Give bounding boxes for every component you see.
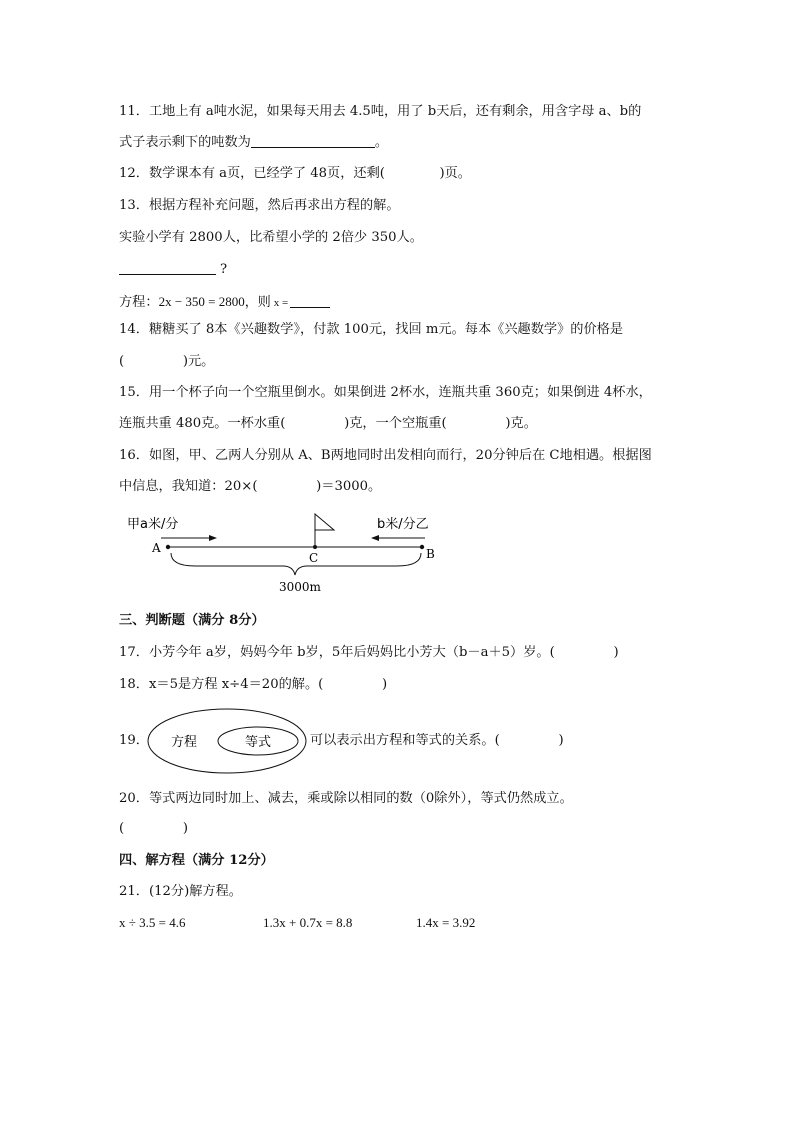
q13-equation-line: 方程：2x − 350 = 2800，则 x = <box>119 292 330 313</box>
q15-line1: 15．用一个杯子向一个空瓶里倒水。如果倒进 2杯水，连瓶共重 360克；如果倒进 4杯水， <box>119 385 652 400</box>
inner-label: 等式 <box>245 735 272 750</box>
q17-text: 17．小芳今年 a岁，妈妈今年 b岁，5年后妈妈比小芳大（b－a＋5）岁。( ) <box>119 645 619 660</box>
point-b-dot <box>420 545 424 549</box>
point-c-label: C <box>309 551 319 565</box>
q13-line1: 13．根据方程补充问题，然后再求出方程的解。 <box>119 198 400 213</box>
section4-title: 四、解方程（满分 12分） <box>119 853 274 868</box>
q11-line1: 11．工地上有 a吨水泥，如果每天用去 4.5吨，用了 b天后，还有剩余，用含字母 a、b的 <box>119 104 642 119</box>
section3-title: 三、判断题（满分 8分） <box>119 613 265 628</box>
q19-number: 19． <box>119 733 149 748</box>
q14-line2: ( )元。 <box>119 354 215 369</box>
point-a-label: A <box>152 541 161 555</box>
q13-question-line: ? <box>119 260 227 280</box>
point-a-dot <box>166 545 170 549</box>
q13-x-blank[interactable] <box>290 293 330 308</box>
q21-eq1: x ÷ 3.5 = 4.6 <box>119 915 186 930</box>
q11-line2: 式子表示剩下的吨数为 。 <box>119 135 389 150</box>
q20-line2: ( ) <box>119 821 188 836</box>
q16-line1: 16．如图，甲、乙两人分别从 A、B两地同时出发相向而行，20分钟后在 C地相遇。根据图 <box>119 448 652 463</box>
q19-text: 可以表示出方程和等式的关系。( ) <box>310 733 564 748</box>
q13-question-blank[interactable] <box>119 260 216 275</box>
diagram-left-label: 甲a米/分 <box>127 517 179 532</box>
distance-label: 3000m <box>279 580 321 594</box>
outer-label: 方程 <box>171 735 198 750</box>
q16-diagram <box>115 508 445 600</box>
q16-line2: 中信息，我知道：20×( )＝3000。 <box>119 479 382 494</box>
q21-eq2: 1.3x + 0.7x = 8.8 <box>263 915 353 930</box>
q19-venn-diagram <box>146 707 308 775</box>
q14-line1: 14．糖糖买了 8本《兴趣数学》，付款 100元，找回 m元。每本《兴趣数学》的价格是 <box>119 322 624 337</box>
q21-eq3: 1.4x = 3.92 <box>416 915 476 930</box>
q11-answer-blank[interactable] <box>251 133 375 148</box>
q12-text: 12．数学课本有 a页，已经学了 48页，还剩( )页。 <box>119 166 471 181</box>
flag-icon <box>315 514 334 530</box>
q13-line2: 实验小学有 2800人，比希望小学的 2倍少 350人。 <box>119 230 423 245</box>
diagram-right-label: b米/分乙 <box>377 517 429 532</box>
distance-brace <box>171 553 421 575</box>
q20-line1: 20．等式两边同时加上、减去，乘或除以相同的数（0除外），等式仍然成立。 <box>119 791 573 806</box>
left-arrow-head <box>209 535 217 541</box>
q18-text: 18．x＝5是方程 x÷4＝20的解。( ) <box>119 677 388 692</box>
q15-line2: 连瓶共重 480克。一杯水重( )克，一个空瓶重( )克。 <box>119 416 537 431</box>
right-arrow-head <box>371 535 379 541</box>
point-b-label: B <box>426 547 435 561</box>
q21-text: 21．(12分)解方程。 <box>119 884 242 899</box>
